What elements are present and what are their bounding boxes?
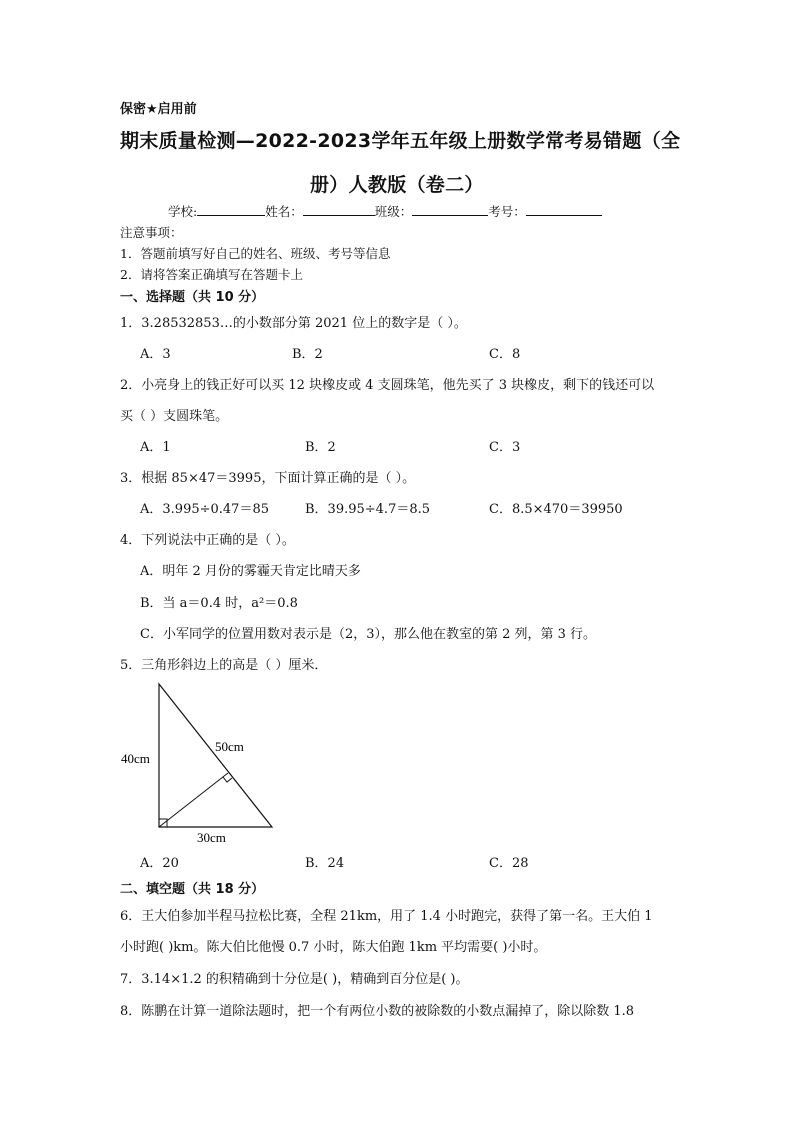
school-label: 学校: [168, 204, 198, 219]
q3-option-b[interactable]: B．39.95÷4.7＝8.5 [305, 502, 431, 517]
q3-option-c[interactable]: C．8.5×470＝39950 [489, 502, 623, 517]
hypotenuse-label: 50cm [215, 739, 244, 754]
name-label: 姓名： [265, 204, 303, 219]
question-6-line1: 6．王大伯参加半程马拉松比赛，全程 21km，用了 1.4 小时跑完，获得了第一名。王大伯 1 [120, 909, 653, 924]
q4-option-c[interactable]: C．小军同学的位置用数对表示是（2，3），那么他在教室的第 2 列，第 3 行。 [140, 627, 597, 642]
exam-no-label: 考号： [488, 204, 526, 219]
right-triangle-figure [115, 676, 285, 846]
altitude-right-angle-mark [223, 777, 232, 782]
question-7: 7．3.14×1.2 的积精确到十分位是( )，精确到百分位是( )。 [120, 972, 469, 987]
section2-heading: 二、填空题（共 18 分） [120, 882, 265, 897]
question-8-line1: 8．陈鹏在计算一道除法题时，把一个有两位小数的被除数的小数点漏掉了，除以除数 1.8 [120, 1004, 635, 1019]
q3-option-a[interactable]: A．3.995÷0.47＝85 [140, 502, 269, 517]
notes-heading: 注意事项： [120, 225, 183, 240]
question-5: 5．三角形斜边上的高是（ ）厘米． [120, 658, 328, 673]
class-blank[interactable] [412, 203, 488, 216]
question-6-line2: 小时跑( )km。陈大伯比他慢 0.7 小时，陈大伯跑 1km 平均需要( )小时。 [120, 940, 547, 955]
confidential-label: 保密★启用前 [120, 102, 197, 117]
bottom-side-label: 30cm [197, 830, 226, 845]
q5-option-b[interactable]: B．24 [305, 856, 345, 871]
triangle-outline [159, 684, 272, 827]
question-4: 4．下列说法中正确的是（ ）。 [120, 533, 295, 548]
question-2-line2: 买（ ）支圆珠笔。 [120, 409, 229, 424]
left-side-label: 40cm [121, 751, 150, 766]
q1-option-b[interactable]: B．2 [292, 347, 323, 362]
page-title-line2: 册）人教版（卷二） [310, 174, 484, 196]
school-blank[interactable] [197, 203, 265, 216]
altitude-line [159, 773, 228, 827]
q5-option-a[interactable]: A．20 [140, 856, 179, 871]
section1-heading: 一、选择题（共 10 分） [120, 290, 265, 305]
question-2-line1: 2．小亮身上的钱正好可以买 12 块橡皮或 4 支圆珠笔，他先买了 3 块橡皮，剩下的钱还可以 [120, 378, 655, 393]
page-title-line1: 期末质量检测—2022-2023学年五年级上册数学常考易错题（全 [120, 130, 681, 152]
student-info-row [168, 202, 602, 220]
exam-no-blank[interactable] [526, 203, 602, 216]
q1-option-a[interactable]: A．3 [140, 347, 171, 362]
class-label: 班级： [374, 204, 413, 219]
note-item-1: 1．答题前填写好自己的姓名、班级、考号等信息 [120, 246, 391, 261]
note-item-2: 2．请将答案正确填写在答题卡上 [120, 267, 303, 282]
question-1: 1．3.28532853…的小数部分第 2021 位上的数字是（ ）。 [120, 316, 467, 331]
q4-option-a[interactable]: A．明年 2 月份的雾霾天肯定比晴天多 [140, 564, 361, 579]
q2-option-b[interactable]: B．2 [305, 440, 336, 455]
question-3: 3．根据 85×47＝3995，下面计算正确的是（ ）。 [120, 471, 416, 486]
q5-option-c[interactable]: C．28 [489, 856, 529, 871]
q2-option-a[interactable]: A．1 [140, 440, 171, 455]
q1-option-c[interactable]: C．8 [489, 347, 521, 362]
q2-option-c[interactable]: C．3 [489, 440, 521, 455]
name-blank[interactable] [303, 203, 375, 216]
q4-option-b[interactable]: B．当 a＝0.4 时，a²＝0.8 [140, 596, 298, 611]
